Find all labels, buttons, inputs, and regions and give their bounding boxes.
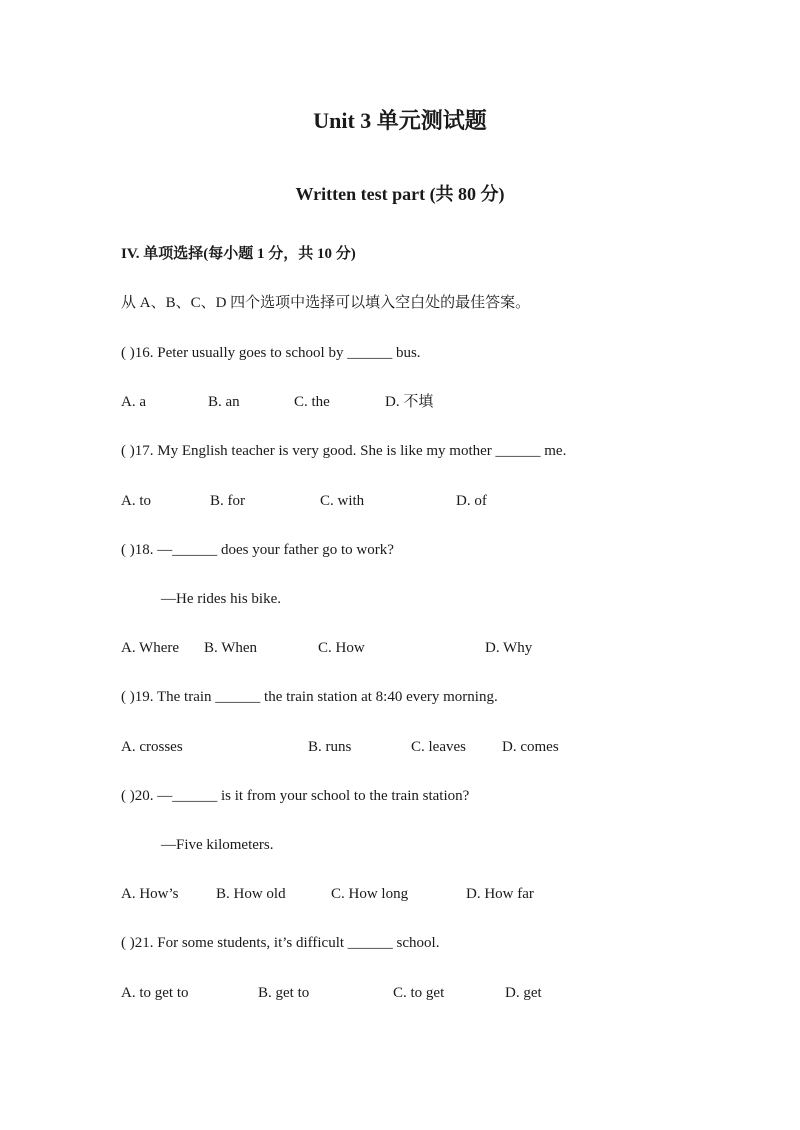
question-19-option-c: C. leaves — [411, 739, 466, 755]
question-20-option-a: A. How’s — [121, 886, 179, 902]
question-19-option-b: B. runs — [308, 739, 352, 755]
question-21-option-a: A. to get to — [121, 985, 189, 1001]
question-19-stem: ( )19. The train ______ the train station at 8:40 every morning. — [121, 689, 498, 705]
page-subtitle: Written test part (共 80 分) — [295, 184, 505, 204]
question-21-option-c: C. to get — [393, 985, 445, 1001]
question-21-option-b: B. get to — [258, 985, 310, 1001]
question-17-option-c: C. with — [320, 493, 365, 509]
question-20-option-b: B. How old — [216, 886, 286, 902]
question-18-option-d: D. Why — [485, 640, 533, 656]
question-16-option-c: C. the — [294, 394, 330, 410]
question-18-response: —He rides his bike. — [161, 591, 281, 607]
question-20-stem: ( )20. —______ is it from your school to the train station? — [121, 788, 470, 804]
question-20-option-c: C. How long — [331, 886, 409, 902]
question-20-option-d: D. How far — [466, 886, 534, 902]
question-16-option-a: A. a — [121, 394, 146, 410]
question-18-option-a: A. Where — [121, 640, 180, 656]
section-heading: IV. 单项选择(每小题 1 分，共 10 分) — [121, 246, 356, 262]
question-18-option-b: B. When — [204, 640, 258, 656]
question-16-option-d: D. 不填 — [385, 394, 434, 410]
page-title: Unit 3 单元测试题 — [313, 108, 487, 133]
question-17-option-d: D. of — [456, 493, 487, 509]
question-17-option-a: A. to — [121, 493, 151, 509]
question-19-option-d: D. comes — [502, 739, 559, 755]
question-16-option-b: B. an — [208, 394, 240, 410]
question-16-stem: ( )16. Peter usually goes to school by ______ bus. — [121, 345, 421, 361]
question-19-option-a: A. crosses — [121, 739, 183, 755]
question-18-stem: ( )18. —______ does your father go to work? — [121, 542, 394, 558]
question-21-option-d: D. get — [505, 985, 542, 1001]
section-instruction: 从 A、B、C、D 四个选项中选择可以填入空白处的最佳答案。 — [121, 295, 531, 311]
question-17-option-b: B. for — [210, 493, 245, 509]
question-17-stem: ( )17. My English teacher is very good. She is like my mother ______ me. — [121, 443, 567, 459]
question-20-response: —Five kilometers. — [161, 837, 274, 853]
question-21-stem: ( )21. For some students, it’s difficult ______ school. — [121, 935, 440, 951]
question-18-option-c: C. How — [318, 640, 365, 656]
